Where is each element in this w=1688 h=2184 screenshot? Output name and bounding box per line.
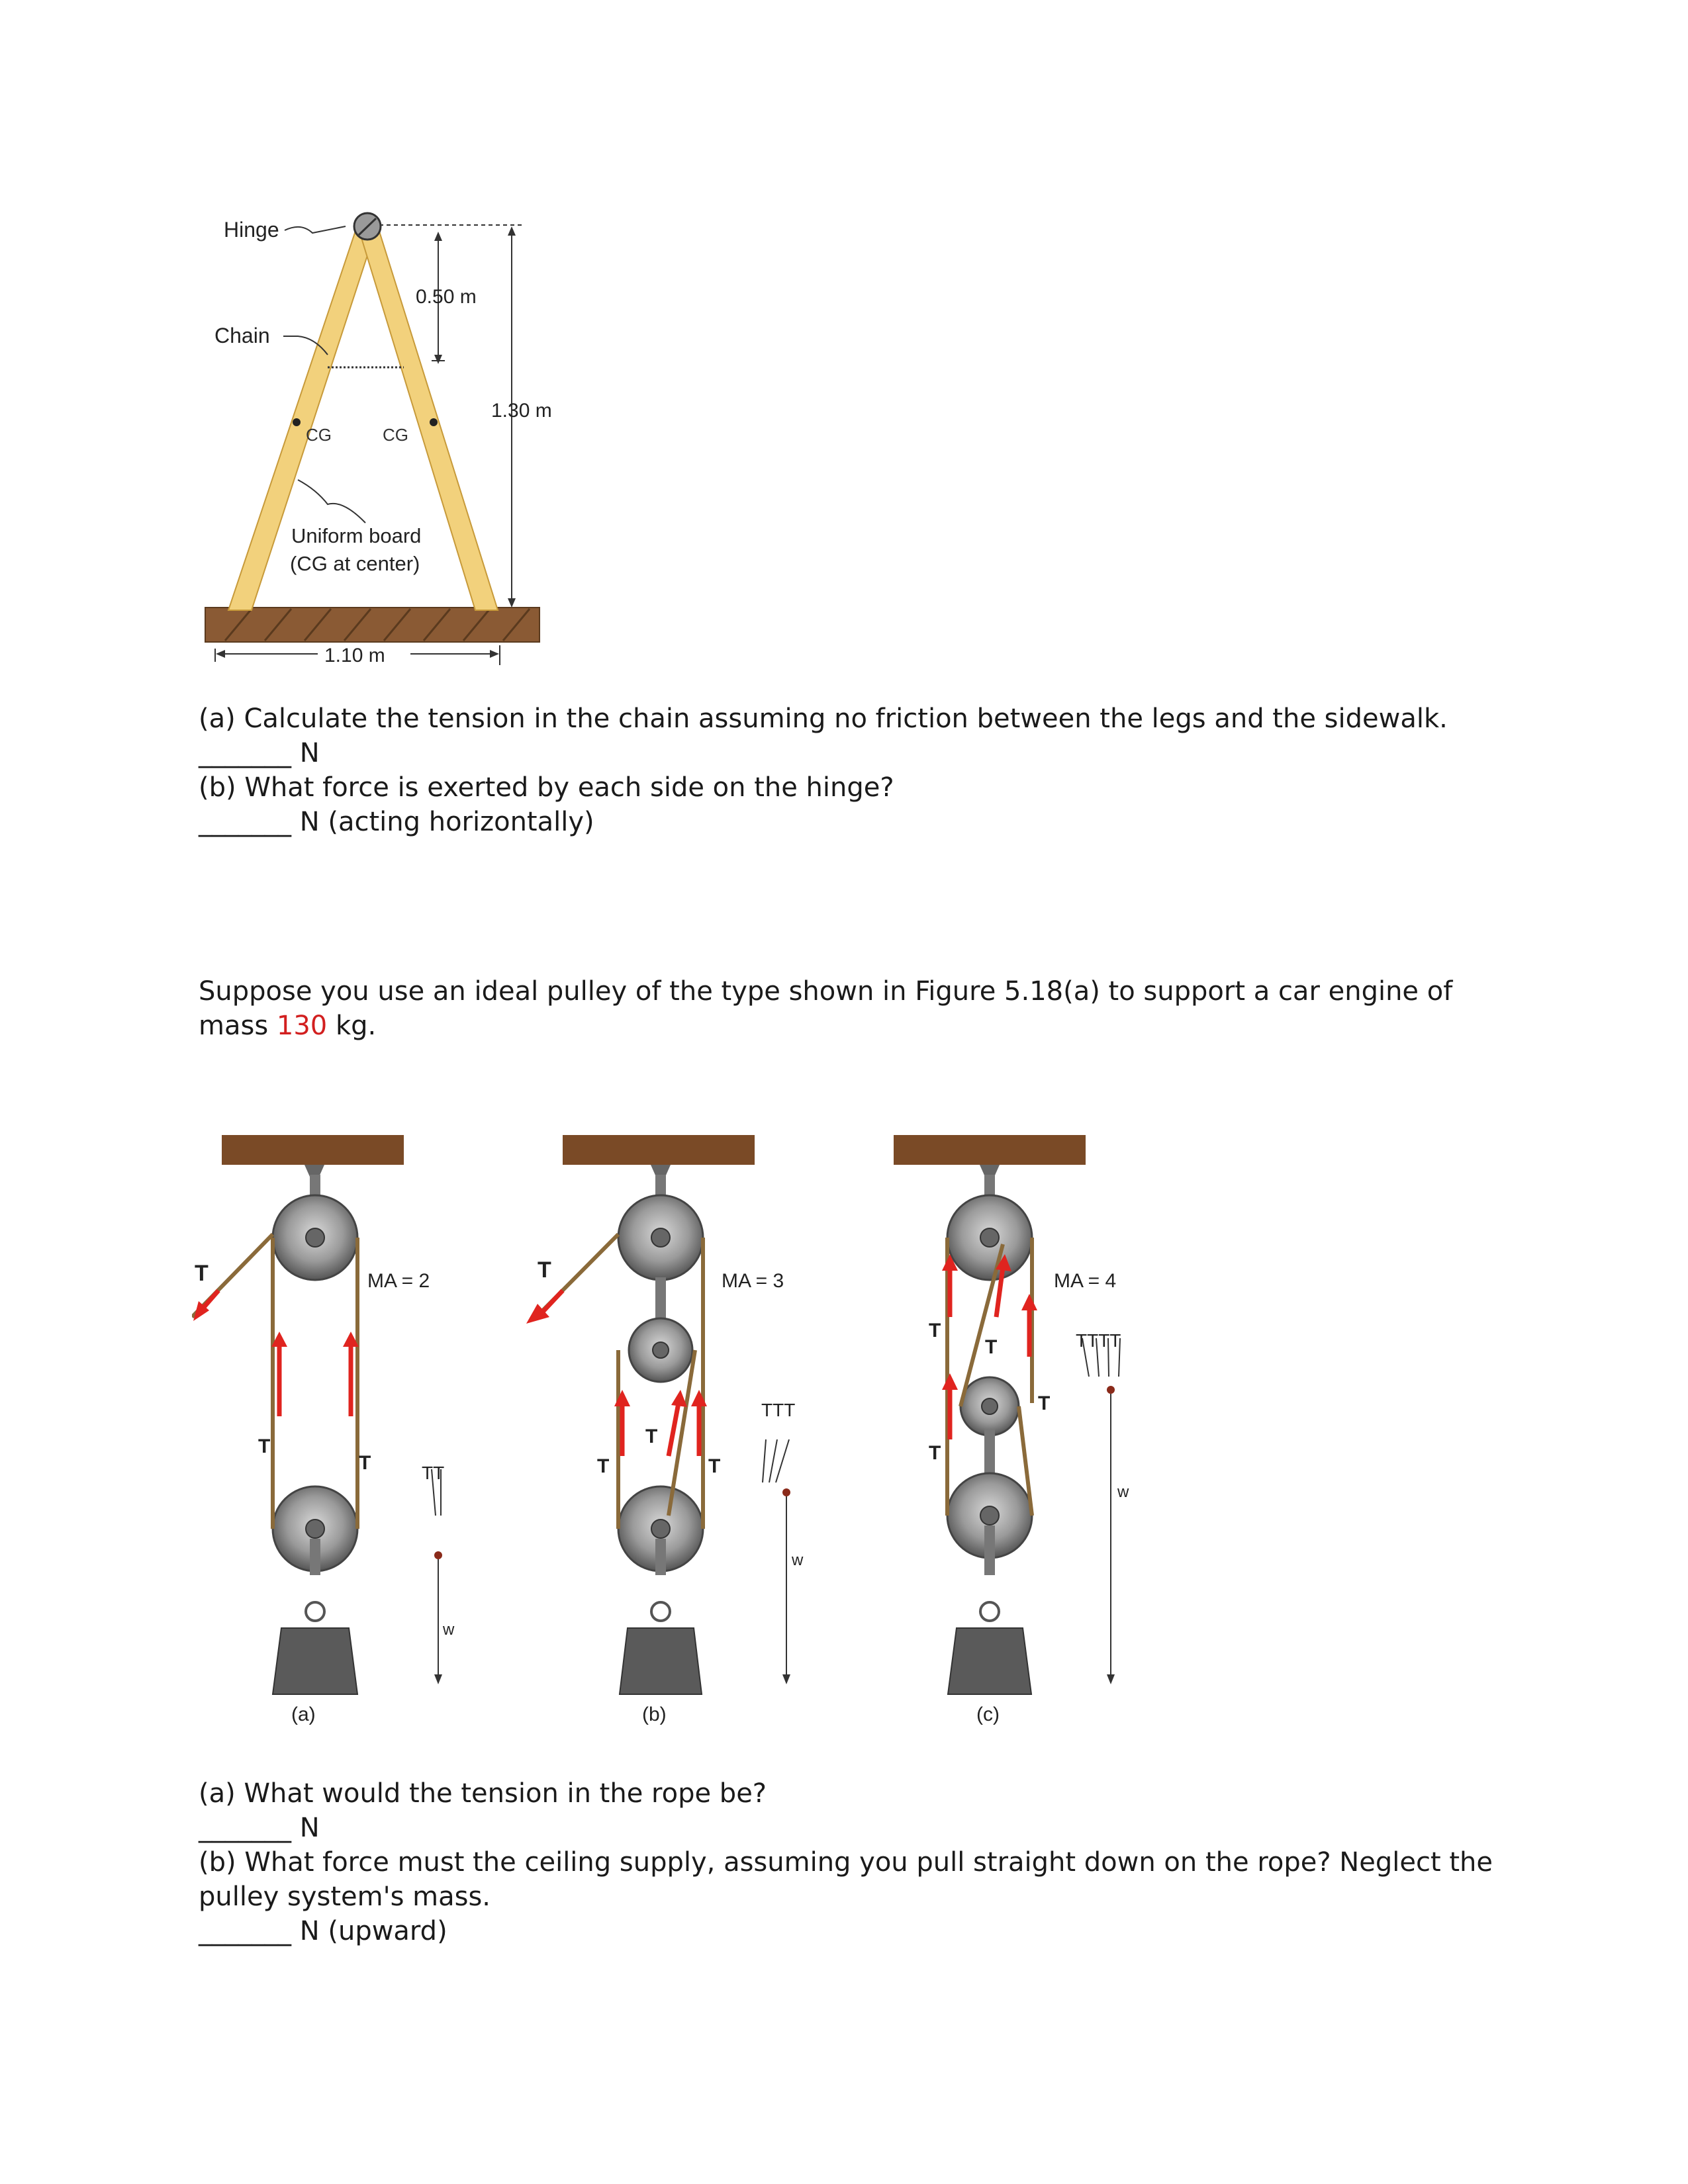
- p2-part-b-question-line1: (b) What force must the ceiling supply, assuming you pull straight down on the rope? Neglect the: [199, 1847, 1493, 1878]
- cg-right-point: [430, 418, 438, 426]
- p2-part-a-blank[interactable]: _______: [199, 1813, 291, 1843]
- label-b-t-pull: T: [538, 1257, 551, 1283]
- dim-130-label: 1.30 m: [491, 400, 552, 422]
- pulley-system-b: [526, 1135, 804, 1725]
- cg-left-label: CG: [306, 425, 332, 445]
- pulley-system-c: [894, 1135, 1129, 1725]
- hinge-leader: [285, 226, 346, 233]
- caption-b: (b): [642, 1704, 667, 1725]
- caption-a: (a): [291, 1704, 316, 1725]
- label-c-t-inner: T: [985, 1336, 998, 1358]
- label-b-ttt: TTT: [761, 1400, 796, 1420]
- label-c-ma: MA = 4: [1054, 1270, 1117, 1292]
- label-c-w: w: [1117, 1483, 1129, 1501]
- board-label-line1: Uniform board: [291, 524, 422, 547]
- ceiling-a: [222, 1135, 404, 1165]
- label-b-t-right: T: [708, 1455, 721, 1477]
- pulley-system-a: [192, 1125, 455, 1725]
- pulley-systems-figure: [192, 1125, 1172, 1747]
- p2-mass-prefix: mass: [199, 1011, 277, 1041]
- p2-mass-suffix: kg.: [327, 1011, 377, 1041]
- weight-a: [273, 1628, 357, 1694]
- fbd-point-a: [434, 1551, 442, 1559]
- p1-part-b-unit: N (acting horizontally): [299, 807, 594, 837]
- cg-left-point: [293, 418, 301, 426]
- p2-mass-value: 130: [276, 1011, 328, 1041]
- p2-intro-line2: [199, 1009, 376, 1043]
- p1-part-b-question: (b) What force is exerted by each side on the hinge?: [199, 772, 894, 803]
- label-a-w: w: [443, 1621, 455, 1639]
- p1-part-b-blank[interactable]: _______: [199, 807, 291, 837]
- p1-part-b-answer-row: [199, 805, 594, 839]
- fbd-point-c: [1107, 1386, 1115, 1394]
- label-b-w: w: [792, 1551, 804, 1569]
- sidewalk: [205, 608, 539, 642]
- label-c-t-right: T: [1038, 1392, 1051, 1414]
- fbd-point-b: [782, 1488, 790, 1496]
- p1-part-a-blank[interactable]: _______: [199, 738, 291, 768]
- label-c-t-left-upper: T: [929, 1320, 941, 1342]
- label-c-tttt: TTTT: [1076, 1330, 1121, 1351]
- label-a-ma: MA = 2: [367, 1270, 430, 1292]
- p1-part-a-question: (a) Calculate the tension in the chain assuming no friction between the legs and the sidewalk.: [199, 704, 1448, 734]
- dim-050-label: 0.50 m: [416, 286, 477, 308]
- label-c-t-left-lower: T: [929, 1442, 941, 1464]
- force-arrow-b-pull: [543, 1291, 563, 1312]
- p1-part-a-answer-row: [199, 736, 320, 770]
- hinge-label: Hinge: [224, 218, 279, 242]
- label-b-t-left: T: [597, 1455, 610, 1477]
- board-label-line2: (CG at center): [290, 552, 420, 575]
- label-a-t-pull: T: [195, 1261, 209, 1286]
- weight-c: [948, 1628, 1031, 1694]
- label-b-ma: MA = 3: [722, 1270, 784, 1292]
- ceiling-b: [563, 1135, 755, 1165]
- force-arrow-b-mid: [669, 1403, 679, 1456]
- label-a-t-right: T: [359, 1452, 371, 1474]
- ceiling-c: [894, 1135, 1086, 1165]
- p2-part-b-blank[interactable]: _______: [199, 1916, 291, 1946]
- dim-110-label: 1.10 m: [324, 645, 385, 666]
- weight-b: [620, 1628, 702, 1694]
- label-b-t-mid: T: [645, 1426, 658, 1447]
- board-leader: [298, 480, 365, 523]
- p2-part-b-answer-row: [199, 1914, 447, 1948]
- chain-label: Chain: [214, 324, 270, 347]
- caption-c: (c): [976, 1704, 1000, 1725]
- p2-part-a-question: (a) What would the tension in the rope be?: [199, 1778, 767, 1809]
- p2-part-a-answer-row: [199, 1811, 320, 1845]
- a-frame-figure: [192, 199, 583, 675]
- p2-part-a-unit: N: [299, 1813, 320, 1843]
- label-a-t-left: T: [258, 1435, 271, 1457]
- p1-part-a-unit: N: [299, 738, 320, 768]
- p2-part-b-unit: N (upward): [299, 1916, 447, 1946]
- cg-right-label: CG: [383, 425, 408, 445]
- p2-intro-line1: Suppose you use an ideal pulley of the type shown in Figure 5.18(a) to support a car engine of: [199, 976, 1453, 1007]
- label-a-tt: TT: [422, 1463, 445, 1483]
- p2-part-b-question-line2: pulley system's mass.: [199, 1882, 491, 1912]
